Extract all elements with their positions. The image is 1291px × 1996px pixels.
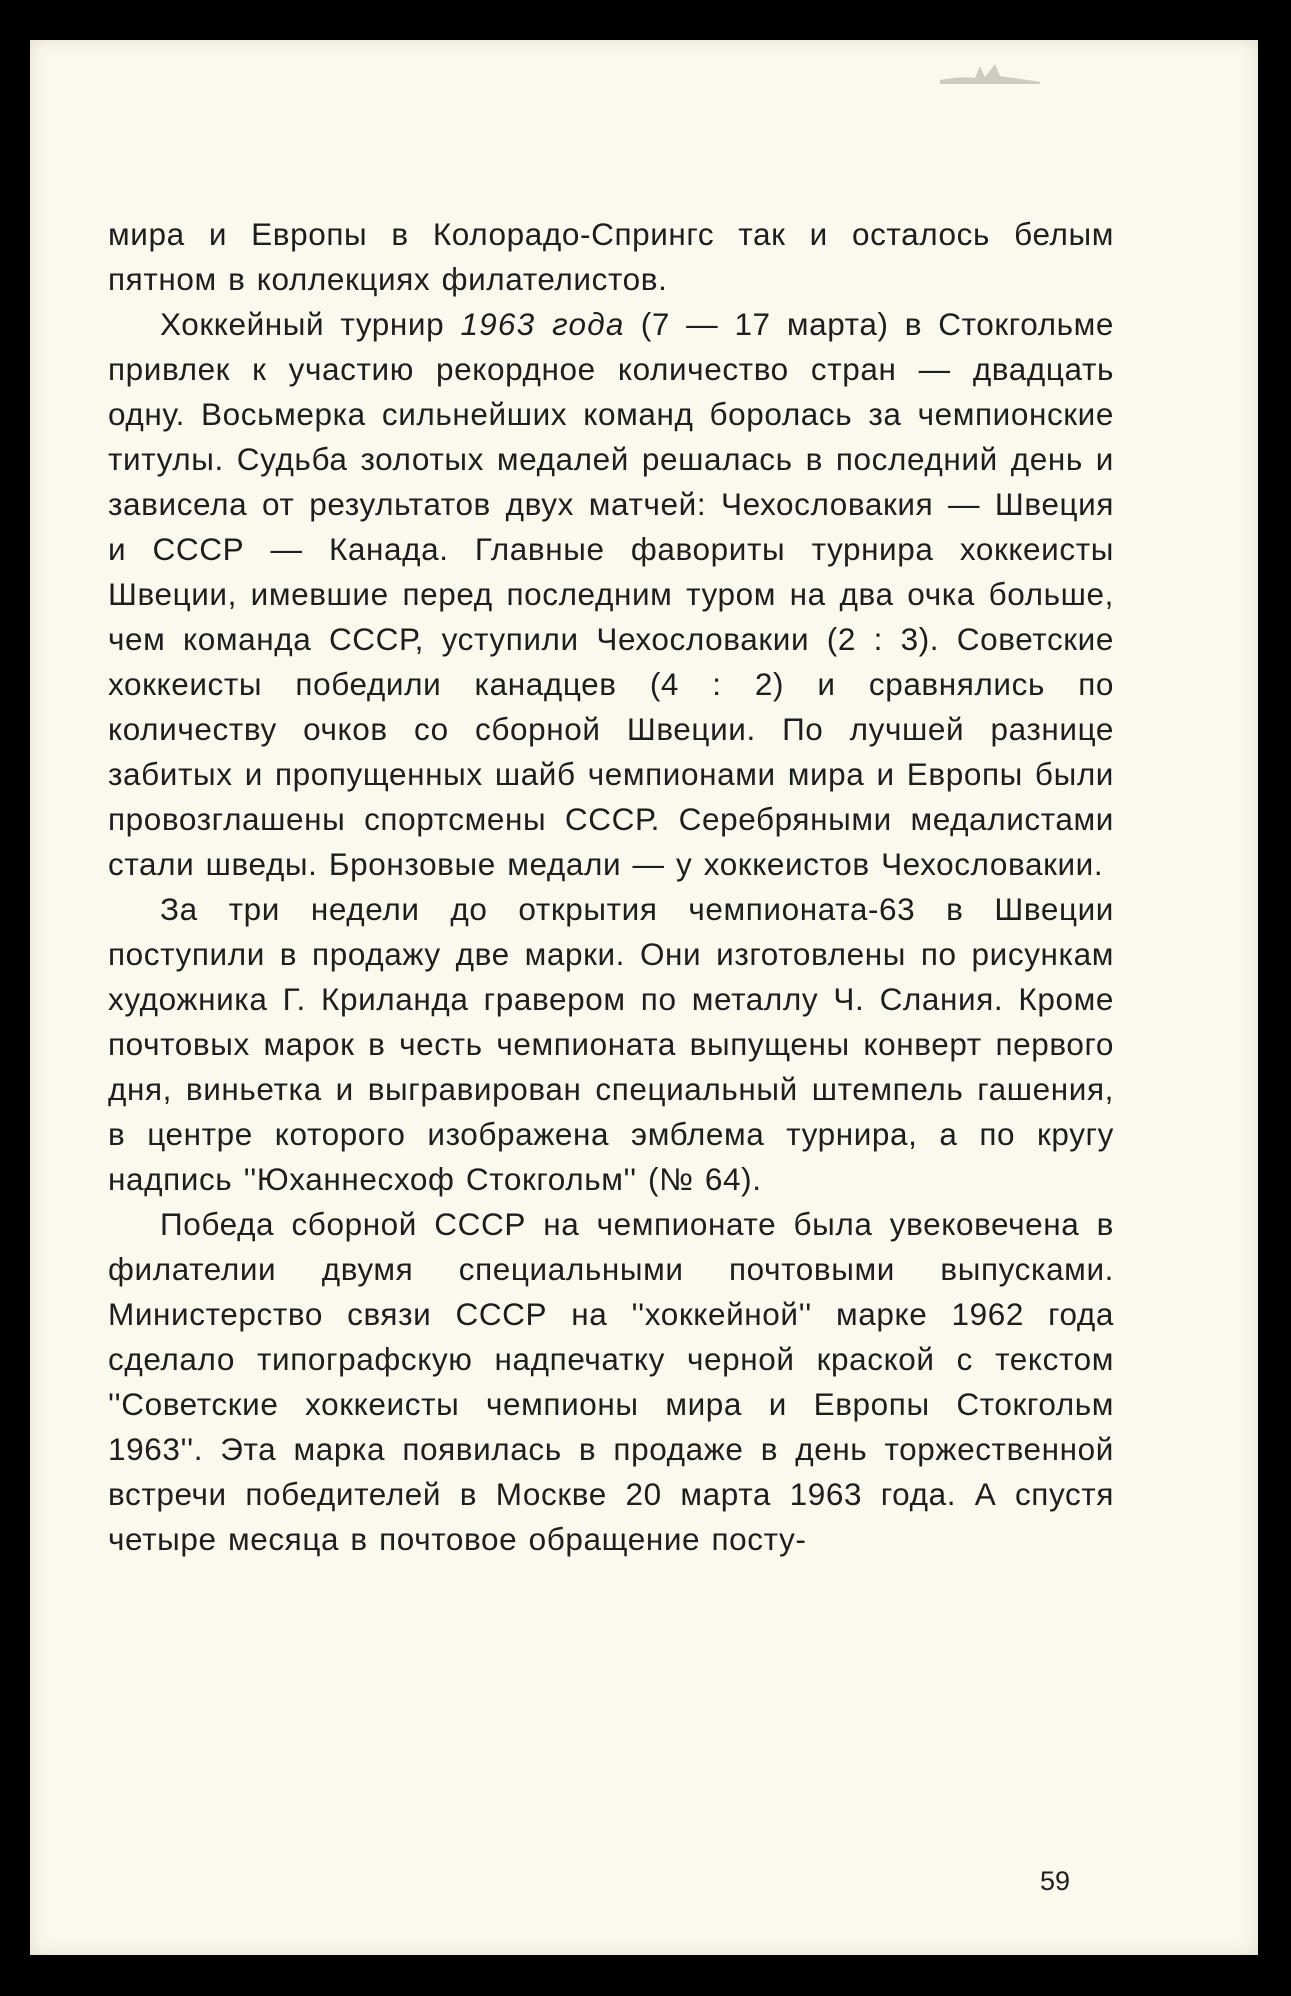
book-page: [30, 40, 1258, 1955]
paragraph-3: За три недели до открытия чемпионата-63 в Швеции поступили в продажу две марки. Они изготовлены по рисункам художника Г. Криланда гравером по металлу Ч. Слания. Кроме почтовых марок в честь чемпионата выпущены конверт первого дня, виньетка и выгравирован специальный штемпель гашения, в центре которого изображена эмблема турнира, а по кругу надпись ''Юханнесхоф Стокгольм'' (№ 64).: [108, 891, 1114, 1197]
emphasized-year: 1963 года: [460, 306, 625, 342]
paragraph-4: Победа сборной СССР на чемпионате была увековечена в филателии двумя специальными почтовыми выпусками. Министерство связи СССР на ''хоккейной'' марке 1962 года сделало типографскую надпечатку черной краской с текстом ''Советские хоккеисты чемпионы мира и Европы Стокгольм 1963''. Эта марка появилась в продаже в день торжественной встречи победителей в Москве 20 марта 1963 года. А спустя четыре месяца в почтовое обращение посту-: [108, 1206, 1114, 1557]
paragraph-2-rest: (7 — 17 марта) в Стокгольме привлек к участию рекордное количество стран — двадцать одну. Восьмерка сильнейших команд боролась за чемпионские титулы. Судьба золотых медалей решалась в последний день и зависела от результатов двух матчей: Чехословакия — Швеция и СССР — Канада. Главные фавориты турнира хоккеисты Швеции, имевшие перед последним туром на два очка больше, чем команда СССР, уступили Чехословакии (2 : 3). Советские хоккеисты победили канадцев (4 : 2) и сравнялись по количеству очков со сборной Швеции. По лучшей разнице забитых и пропущенных шайб чемпионами мира и Европы были провозглашены спортсмены СССР. Серебряными медалистами стали шведы. Бронзовые медали — у хоккеистов Чехословакии.: [108, 306, 1114, 882]
paragraph-2: [108, 302, 1114, 887]
paragraph-2-start: Хоккейный турнир: [160, 306, 461, 342]
page-number: 59: [1040, 1866, 1071, 1896]
body-text: [108, 212, 1114, 1562]
paragraph-1: мира и Европы в Колорадо-Спрингс так и осталось белым пятном в коллекциях филателистов.: [108, 216, 1114, 297]
scan-artifact: [940, 60, 1040, 84]
